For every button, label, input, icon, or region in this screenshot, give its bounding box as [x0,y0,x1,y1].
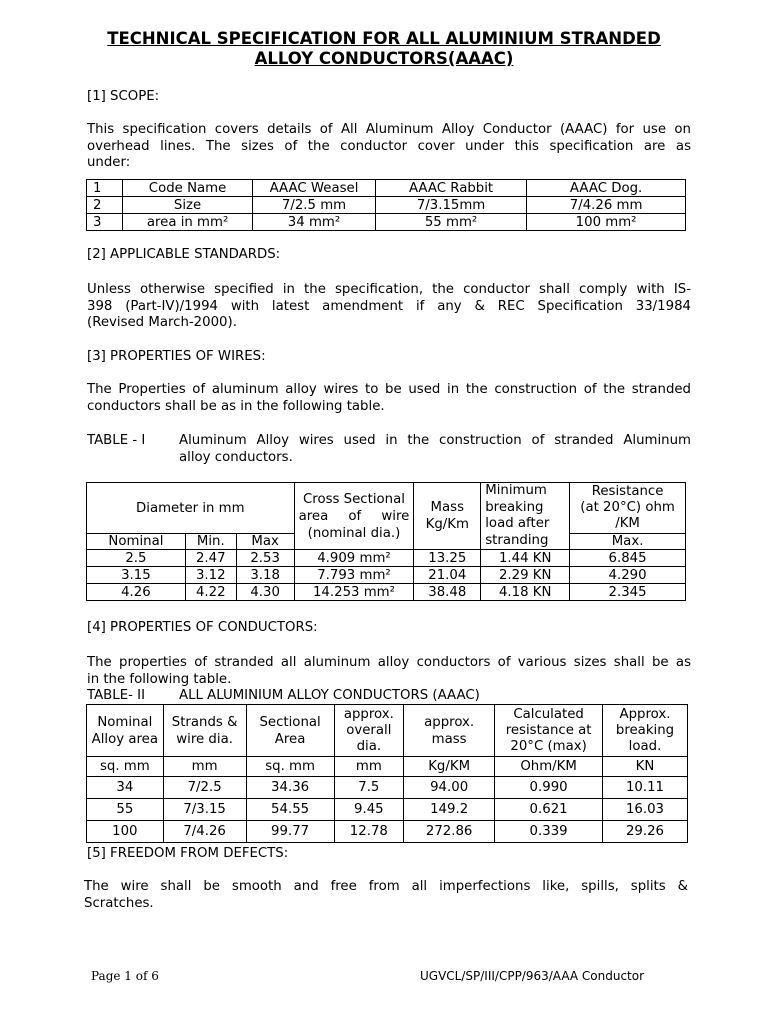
header-line: Sectional [259,714,321,730]
table-1-caption [179,433,691,466]
table-cell: 2.5 [87,550,186,567]
table-cell: 55 [87,799,164,821]
header-line: Calculated [513,706,584,722]
table-row [87,705,688,757]
header-line: Mass [430,500,465,515]
conductor-properties-table [86,704,688,843]
table-2-label: TABLE- II [87,688,145,703]
table-row [87,550,686,567]
table-header-nominal: Nominal [87,534,186,550]
page-number: Page 1 of 6 [91,969,159,983]
table-cell: AAAC Weasel [253,180,376,197]
defects-heading: [5] FREEDOM FROM DEFECTS: [87,846,289,861]
table-cell: 272.86 [404,821,495,843]
header-line: /KM [615,516,640,531]
header-line: overall [346,722,392,738]
table-cell: sq. mm [246,757,334,777]
table-header-diameter: Diameter in mm [87,483,295,534]
table-cell: 9.45 [334,799,403,821]
table-cell: 2.29 KN [481,567,570,584]
header-line: stranding [485,532,549,548]
table-row [87,777,688,799]
table-2-caption: ALL ALUMINIUM ALLOY CONDUCTORS (AAAC) [179,688,480,703]
header-line: Alloy area [91,731,159,747]
scope-paragraph [87,122,691,172]
table-cell: 34.36 [246,777,334,799]
table-cell: 0.990 [495,777,603,799]
standards-heading: [2] APPLICABLE STANDARDS: [87,247,281,262]
table-header-mass [414,483,481,550]
header-line: load. [628,738,662,754]
table-cell: 4.909 mm² [294,550,414,567]
scope-line-3: under: [87,155,131,170]
header-line: Minimum [485,483,547,498]
table-cell: 4.22 [185,584,236,601]
table-cell: 12.78 [334,821,403,843]
table-1-caption-line-1: Aluminum Alloy wires used in the construction of stranded Aluminum [179,433,691,448]
table-header-max: Max [236,534,294,550]
standards-line-1: Unless otherwise specified in the specification, the conductor shall comply with IS- [87,282,691,297]
wire-properties-table [86,482,686,601]
table-header-breaking-load [481,483,570,550]
scope-heading: [1] SCOPE: [87,89,160,104]
standards-paragraph [87,282,691,332]
header-line: approx. [424,714,475,730]
header-line: Kg/Km [425,517,469,532]
table-cell: 100 [87,821,164,843]
table-header-min: Min. [185,534,236,550]
header-line: resistance at [505,722,592,738]
table-cell: mm [334,757,403,777]
table-header-strands [163,705,246,757]
table-cell: 55 mm² [375,214,526,231]
header-line: (at 20°C) ohm [580,500,675,515]
wires-heading: [3] PROPERTIES OF WIRES: [87,349,266,364]
table-cell: 149.2 [404,799,495,821]
wires-paragraph [87,382,691,415]
table-cell: Code Name [122,180,252,197]
table-cell: 54.55 [246,799,334,821]
header-line: Nominal [97,714,153,730]
table-row [87,757,688,777]
header-line: Resistance [591,484,664,499]
table-cell: 7.793 mm² [294,567,414,584]
table-row [87,483,686,534]
header-line: 20°C (max) [510,738,587,754]
table-cell: AAAC Dog. [527,180,686,197]
table-cell: 7/2.5 mm [253,197,376,214]
table-cell: 14.253 mm² [294,584,414,601]
header-line: approx. [343,706,394,722]
defects-paragraph [84,879,688,912]
table-cell: 4.30 [236,584,294,601]
table-cell: 2 [87,197,123,214]
conductor-sizes-table [86,179,686,231]
conductors-heading: [4] PROPERTIES OF CONDUCTORS: [87,620,318,635]
document-title-line-1: TECHNICAL SPECIFICATION FOR ALL ALUMINIUM STRANDED [107,29,661,48]
conductors-paragraph [87,655,691,688]
header-line: Strands & [171,714,238,730]
scope-line-1: This specification covers details of All Aluminum Alloy Conductor (AAAC) for use on [87,122,691,137]
wires-line-2: conductors shall be as in the following table. [87,398,385,414]
table-cell: 4.290 [570,567,686,584]
table-cell: 34 mm² [253,214,376,231]
header-line: Area [274,731,306,747]
table-row [87,197,686,214]
table-cell: 10.11 [602,777,687,799]
table-header-breaking-load [602,705,687,757]
table-cell: sq. mm [87,757,164,777]
table-cell: 7/4.26 mm [527,197,686,214]
table-cell: mm [163,757,246,777]
table-cell: 38.48 [414,584,481,601]
table-row [87,567,686,584]
table-cell: 1.44 KN [481,550,570,567]
header-line: breaking [615,722,675,738]
header-line: wire dia. [176,731,233,747]
table-row [87,214,686,231]
table-cell: 16.03 [602,799,687,821]
table-header-cross-section [294,483,414,550]
table-cell: 7.5 [334,777,403,799]
table-header-nominal-area [87,705,164,757]
table-cell: 4.18 KN [481,584,570,601]
table-row [87,180,686,197]
table-cell: AAAC Rabbit [375,180,526,197]
table-cell: 0.339 [495,821,603,843]
table-cell: 7/3.15mm [375,197,526,214]
table-cell: 1 [87,180,123,197]
conductors-line-2: in the following table. [87,671,232,687]
table-header-resistance [495,705,603,757]
table-header-sectional-area [246,705,334,757]
table-cell: 4.26 [87,584,186,601]
defects-line-2: Scratches. [84,895,154,911]
table-header-resistance-max: Max. [570,534,686,550]
table-cell: 3.15 [87,567,186,584]
table-cell: 7/3.15 [163,799,246,821]
table-cell: 21.04 [414,567,481,584]
table-cell: Ohm/KM [495,757,603,777]
table-cell: Size [122,197,252,214]
table-header-overall-dia [334,705,403,757]
table-cell: 94.00 [404,777,495,799]
header-line: load after [485,516,550,531]
table-row [87,821,688,843]
header-line: area of wire [298,508,410,524]
table-cell: 3.12 [185,567,236,584]
header-line: Cross Sectional [303,491,405,507]
standards-line-3: (Revised March-2000). [87,315,237,330]
table-cell: 3.18 [236,567,294,584]
table-cell: Kg/KM [404,757,495,777]
table-cell: KN [602,757,687,777]
table-header-mass [404,705,495,757]
table-cell: 100 mm² [527,214,686,231]
table-row [87,584,686,601]
header-line: (nominal dia.) [307,525,401,541]
table-cell: 6.845 [570,550,686,567]
table-cell: 7/2.5 [163,777,246,799]
table-cell: 0.621 [495,799,603,821]
document-title-line-2: ALLOY CONDUCTORS(AAAC) [254,49,514,68]
table-cell: 3 [87,214,123,231]
wires-line-1: The Properties of aluminum alloy wires to be used in the construction of the stranded [87,382,691,397]
scope-line-2: overhead lines. The sizes of the conductor cover under this specification are as [87,138,691,154]
table-cell: area in mm² [122,214,252,231]
table-cell: 2.345 [570,584,686,601]
table-cell: 29.26 [602,821,687,843]
table-cell: 2.53 [236,550,294,567]
conductors-line-1: The properties of stranded all aluminum alloy conductors of various sizes shall be as [87,655,691,670]
header-line: mass [431,731,467,747]
header-line: breaking [485,499,544,515]
header-line: dia. [356,738,382,754]
standards-line-2: 398 (Part-IV)/1994 with latest amendment if any & REC Specification 33/1984 [87,298,691,314]
table-cell: 34 [87,777,164,799]
document-reference: UGVCL/SP/III/CPP/963/AAA Conductor [420,969,645,983]
table-cell: 99.77 [246,821,334,843]
defects-line-1: The wire shall be smooth and free from all imperfections like, spills, splits & [84,879,688,894]
table-1-label: TABLE - I [87,433,146,448]
table-cell: 2.47 [185,550,236,567]
table-header-resistance [570,483,686,534]
table-cell: 7/4.26 [163,821,246,843]
header-line: Approx. [619,706,671,722]
table-row [87,799,688,821]
table-1-caption-line-2: alloy conductors. [179,449,293,465]
table-cell: 13.25 [414,550,481,567]
